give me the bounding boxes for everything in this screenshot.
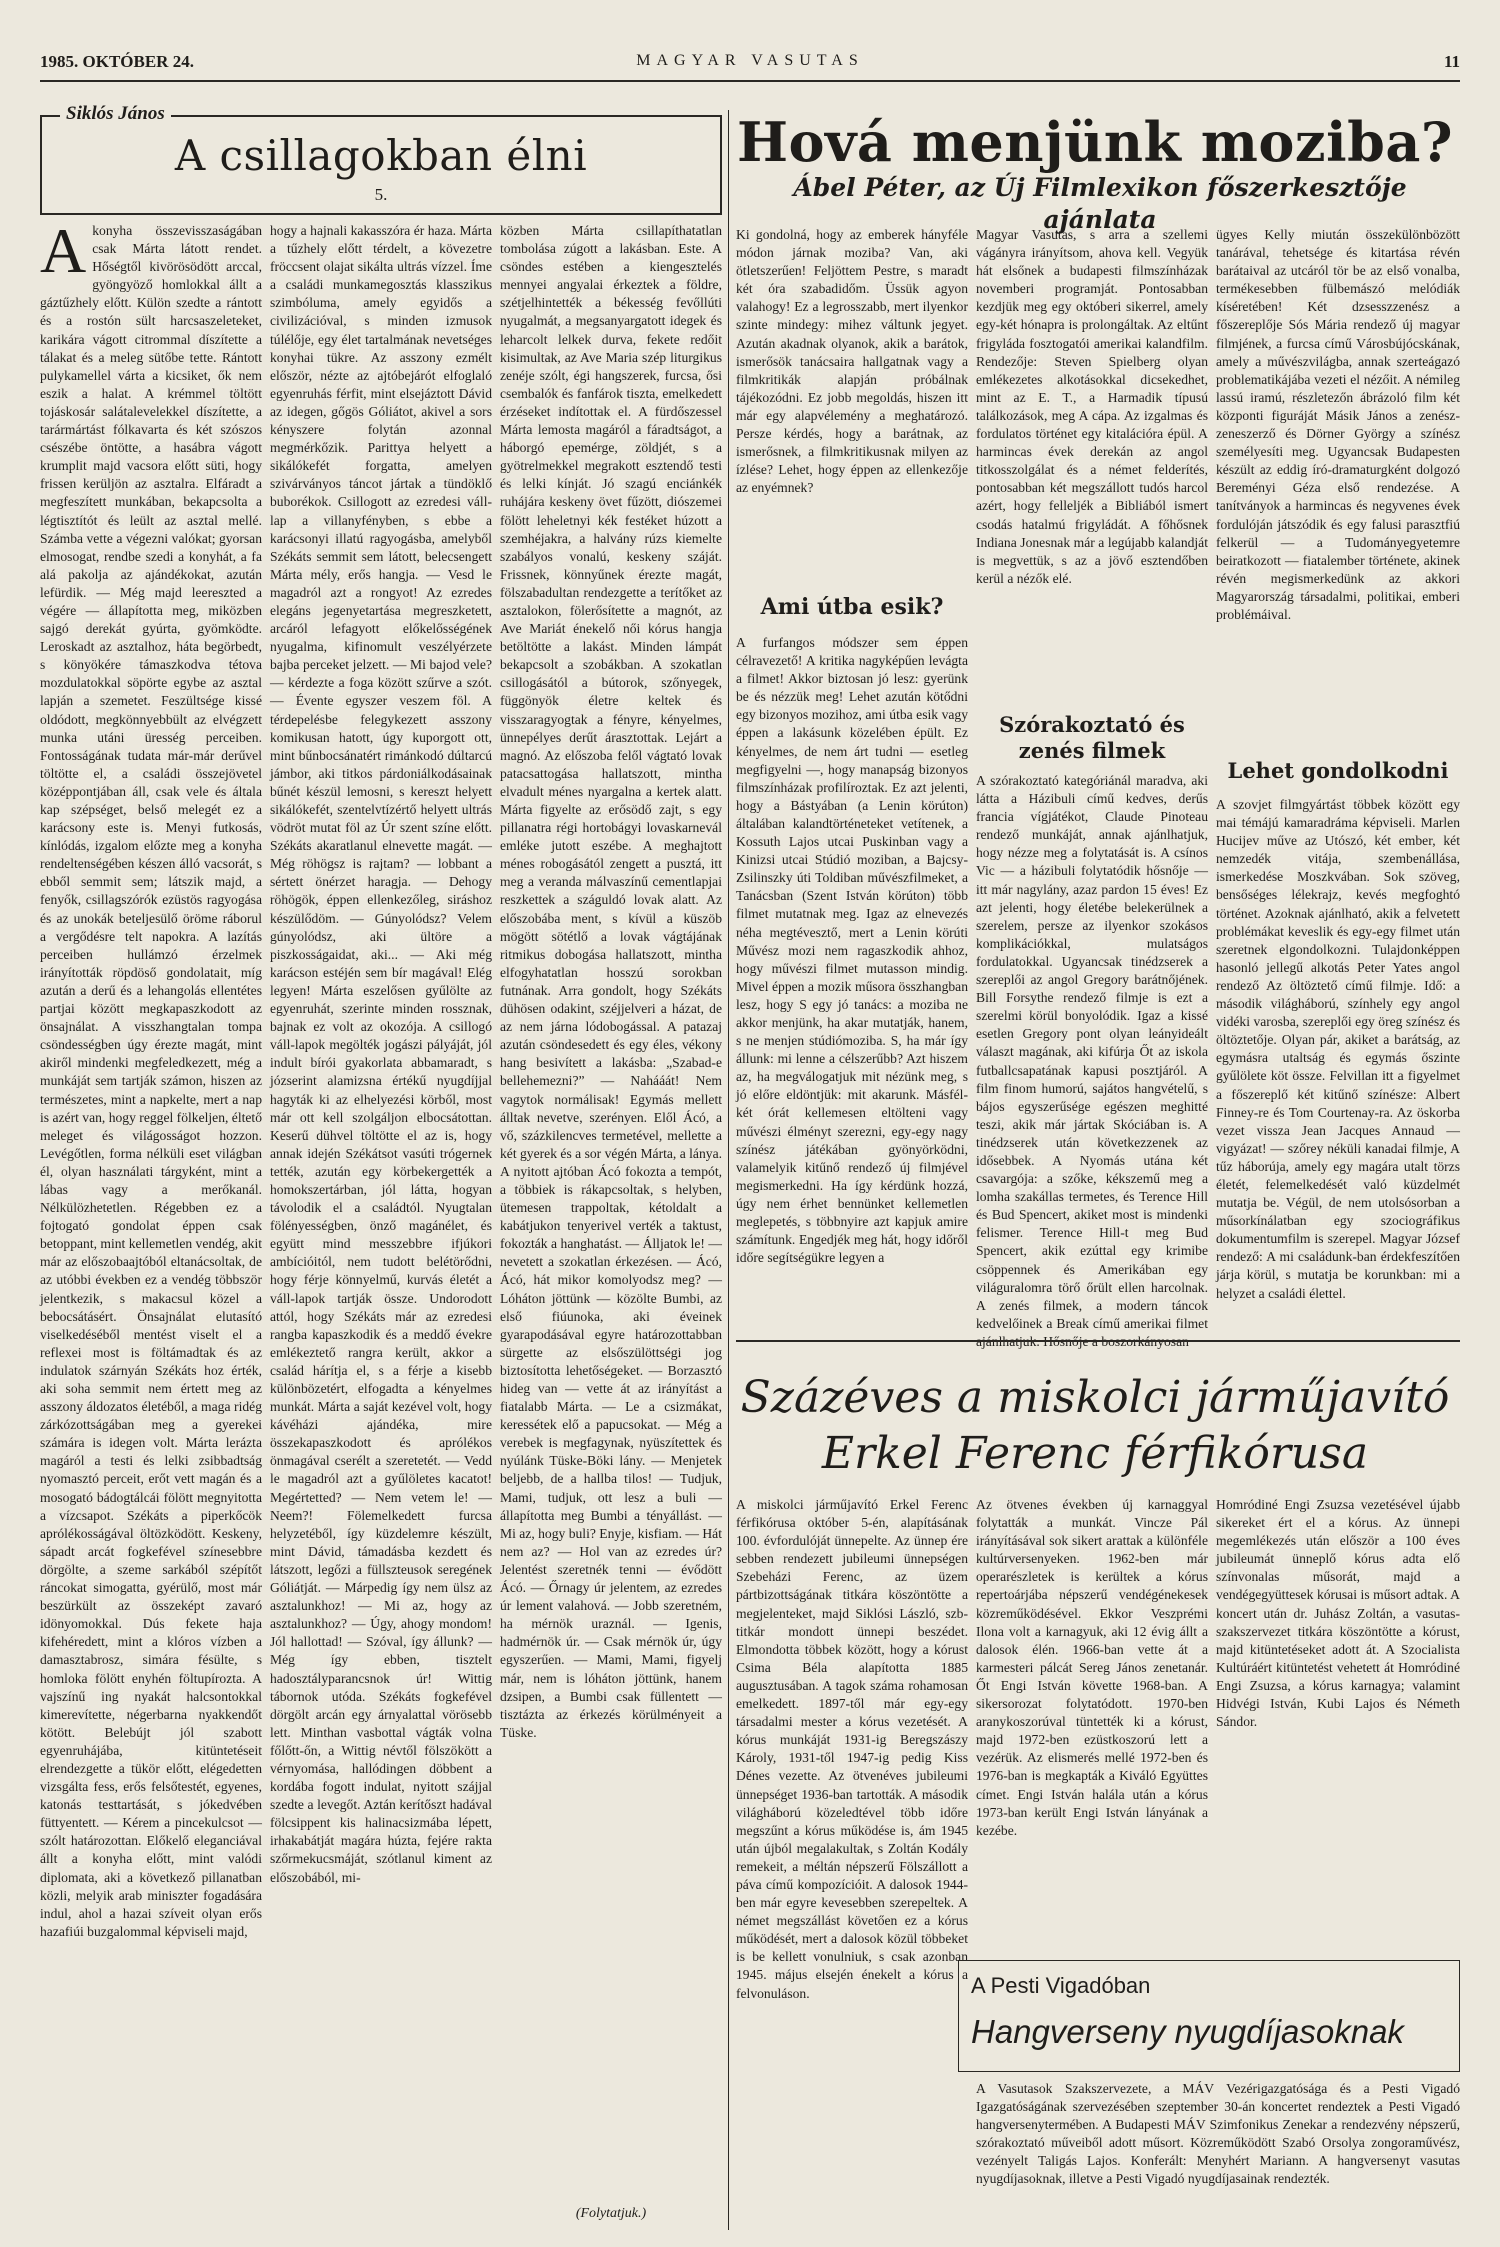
subhead-ami-utba-esik: Ami útba esik?	[760, 594, 944, 620]
choir-column-1	[736, 1496, 968, 2226]
story-column-2	[270, 222, 492, 2227]
movie-article-deck: Ábel Péter, az Új Filmlexikon főszerkesztője ajánlata	[793, 173, 1407, 234]
serial-story-header	[40, 103, 722, 215]
story-byline: Siklós János	[60, 103, 171, 125]
movie-text-1b: A furfangos módszer sem éppen célravezető! A kritika nagyképűen levágta a filmet! Akkor biztosan jó lesz: gyerünk be és nézzük meg! Lehet azután kötődni egy bizonyos mozihoz, ami útba esik vagy éppen a lakásunk közelében épült. Ez kényelmes, de nem árt tudni — esetleg megfigyelni —, hogy manapság bizonyos filmszínházak profilíroztak. Ez azt jelenti, hogy a Bástyában (a Lenin körúton) általában kalandtörténeteket vetítenek, a Kossuth Lajos utcai Puskinban vagy a Kinizsi utcai Stúdió moziban, a Bajcsy-Zsilinszky úti Toldiban művészfilmeket, a Tanácsban (Szent István körúton) több filmet mutatnak meg. Igaz az elnevezés néha megtévesztő, mert a Lenin körúti Művész mozi nem ragaszkodik ahhoz, hogy művészi filmet mutasson mindig. Mivel éppen a mozik műsora összhangban lesz, hogy S egy jó tanács: a moziba ne akkor menjünk, ha akar mutatják, hanem, s ne menjen stúdiómoziba. S, ha már így állunk: mi lenne a célszerűbb? Azt hiszem az, ha megválogatjuk mit nézünk meg, s jó előre eldöntjük: mit akarunk. Másfél-két órát kellemesen eltölteni vagy művészi élményt szerezni, egy-egy nagy színész játékában gyönyörködni, valamelyik kitűnő rendező új filmjével megismerkedni. Ha így kérdünk hozzá, úgy nem érhet bennünket kellemetlen meglepetés, s többnyire azt kapjuk amire számítunk. Engedjék meg hát, hogy időről időre segítségükre legyen a	[736, 635, 968, 1266]
movie-column-1	[736, 226, 968, 584]
newspaper-name: MAGYAR VASUTAS	[636, 52, 864, 69]
page-folio	[40, 52, 1460, 78]
movie-column-2b	[976, 772, 1208, 1331]
page-number: 11	[1443, 52, 1460, 71]
movie-column-3	[1216, 226, 1460, 748]
choir-text-3: Homródiné Engi Zsuzsa vezetésével újabb sikereket ért el a kórus. Az ünnepi megemlékezés után először a 100 éves jubileumát ünneplő kórus adta elő színvonalas műsorát, majd a vendégegyüttesek kórusai is műsort adtak. A koncert után dr. Juhász Zoltán, a vasutas-szakszervezet titkára köszöntötte a kórust, majd kitüntetéseket adott át. A Szocialista Kultúráért kitüntetést vehetett át Homródiné Engi Zsuzsa, a kórus karnagya; valamint Hidvégi István, Kubi Lajos és Németh Sándor.	[1216, 1497, 1460, 1730]
movie-column-2	[976, 226, 1208, 704]
movie-text-3b: A szovjet filmgyártást többek között egy mai témájú kamaradráma képviseli. Marlen Hucijev műve az Utószó, két ember, két nemzedék vitája, szembenállása, ismerkedése Moszkvában. Sok szöveg, bensőséges lélekrajz, kevés megfoghtó történet. Azoknak ajánlható, akik a felvetett problémákat keveslik és egy-egy filmet után szeretnek elgondolkozni. Tulajdonképpen hasonló jellegű alkotás Peter Yates angol rendező Az öltöztető című filmje. Idő: a második világháború, színhely egy angol vidéki varosba, szereplői egy öreg színész és öltöztetője. Olyan pár, akiket a barátság, az egymásra utaltság és egymás őszinte gyűlölete köt össze. Felvillan itt a figyelmet a főszereplő két kitűnő színésze: Albert Finney-re és Tom Courtenay-ra. Az öskorba vezet vissza Jean Jacques Annaud — vigyázat! — szőrey néküli kanadai filmje, A tűz háborúja, amely egy magára utalt törzs életét, felemelkedését való küzdelmét mutatja be. Végül, de nem utolsósorban a műsorkínálatban egy szociográfikus dokumentumfilm is szerepel. Magyar József rendező: A mi családunk-ban érdekfeszítően járja körül, s mutatja be korunkban: mi a helyzet a családi élettel.	[1216, 797, 1460, 1301]
issue-date: 1985. OKTÓBER 24.	[40, 52, 194, 71]
story-title: A csillagokban élni	[174, 131, 588, 180]
folio-rule	[40, 80, 1460, 82]
choir-text-2: Az ötvenes években új karnaggyal folytatták a munkát. Vincze Pál irányításával sok sikert arattak a különféle kultúrversenyeken. 1962-ben már operarészletek is kerültek a kórus repertoárjába népszerű vendégénekesek közreműködésével. Ekkor Veszprémi Ilona volt a karnagyuk, aki 12 évig állt a dalosok élén. 1966-ban vette át a karmesteri pálcát Sereg János zenetanár. Őt Engi István követte 1968-ban. A sikersorozat folytatódott. 1970-ben aranykoszorúval tüntették ki a kórust, majd 1972-ben ezüstkoszorú lett a vezérük. Az elismerés mellé 1972-ben és 1976-ban is megkapták a Kiváló Együttes címet. Engi István halála után a kórus 1973-ban került Engi István lányának a kezébe.	[976, 1497, 1208, 1838]
story-text-col2: hogy a hajnali kakasszóra ér haza. Márta a tűzhely előtt térdelt, a kövezetre fröccsent olajat sikálta ultrás vízzel. Íme a családi munkamegosztás klasszikus szimbóluma, amely egyidős a civilizációval, s minden izmusok túlélője, egy élet tartalmának nevetséges konyhai tükre. Az asszony ezmélt először, nézte az ajtóbejárót elfoglaló egyenruhás férfit, mint elsejáztott Dávid az idegen, gőgös Góliátot, akivel a sors kényszere folytán azonnal megmérkőzik. Parittya helyett a sikálókefét forgatta, amelyen szivárványos táncot jártak a tündöklő buborékok. Csillogott az ezredesi váll-lap a villanyfényben, s ebbe a karácsonyi illatú ragyogásba, amelyből Székáts semmit sem látott, belecsengett Márta mély, erős hangja. — Vesd le magadról azt a rongyot! Az ezredes elegáns jegenyetartása megreszketett, arcáról lefagyott előkelősségének nyugalma, kifinomult veszélyérzete bajba perceket jelzett. — Mi bajod vele? — kérdezte a foga között szűrve a szót. — Évente egyszer veszem föl. A térdepelésbe felegykezett asszony komikusan hatott, úgy kuporgott ott, mint bűnbocsánatért rimánkodó dúltarcú jámbor, aki titkos párdoniálkodásainak bűnét készül lemosni, s kereszt helyett sikálókefét, szentelvtízértő helyett ultrás vödröt mutat föl az Úr szent színe előtt. Székáts akaratlanul elnevette magát. — Még röhögsz is rajtam? — lobbant a sértett önérzet haragja. — Dehogy röhögök, éppen ellenkezőleg, siráshoz készülődöm. — Gúnyolódsz? Velem gúnyolódsz, aki ültöre a piszkosságaidat, aki... — Aki még karácson estéjén sem bír magával! Elég legyen! Márta eszelősen gyűlölte az egyenruhát, szerinte minden rossznak, bajnak ez volt az okozója. A csillogó váll-lapok megölték jogászi pályáját, jól indult bírói gyakorlata abbamaradt, s józserint alamizsna értékű nyugdíjjal hagyták ki az elhelyezési körből, most már ott kell szolgáljon elbocsátottan. Keserű dühvel töltötte el az is, hogy annak idején Székátsot vasúti trógernek tették, azután egy körbekergették a homokszertárban, jól látta, hogyan távolodik el a családtól. Nyugtalan fölényességben, önző magánélet, és együtt mind messzebbre ifjúkori ambícióitól, nem tudott belétörődni, hogy férje könnyelmű, kurvás életét a váll-lapok tartják össze. Undorodott attól, hogy Székáts már az ezredesi rangba kapaszkodik és a meddő évekre emlékeztető rangra került, akkor a család hárítja el, s a férje a kisebb különbözetért, elfogadta a kényelmes munkát. Márta a saját kezével volt, hogy kávéházi ajándéka, mire összekapaszkodott és aprólékos önmagával cserélt a szeretetét. — Vedd le magadról azt a gyűlöletes kacatot! Megértetted? — Nem vetem le! — Neem?! Fölemelkedett furcsa helyzetéből, így küzdelemre készült, mint Dávid, támadásba kezdett és látszott, legőzi a füllszteusok seregének Góliátját. — Márpedig így nem ülsz az asztalunkhoz! — Mi az, hogy az asztalunkhoz? — Úgy, ahogy mondom! Jól hallottad! — Szóval, így állunk? — Még így ebben, tisztelt hadosztályparancsnok úr! Wittig tábornok utóda. Székáts fogkefével dörgölt arcán egy árnyalattal vörösebb lett. Minthan vasbottal vágták volna főlőtt-őn, a Wittig névtől fölszökött a vérnyomása, hallódingen döbbent a kordába fogott indulat, nyitott szájjal szedte a levegőt. Aztán kerítőszt hadával fölcsippent kis halinacsizmába lépett, irhakabátját magára húzta, fejére rakta szőrmekucsmáját, szótlanul kiment az előszobából, mi-	[270, 223, 492, 1885]
movie-text-1a: Ki gondolná, hogy az emberek hányféle módon járnak moziba? Van, aki ötletszerűen! Feljöttem Pestre, s maradt két óra szabadidőm. Üssük agyon valahogy! Ez a legrosszabb, mert ilyenkor szinte mindegy: mihez váltunk jegyet. Azután akadnak olyanok, akik a barátok, ismerősök tanácsaira hallgatnak vagy a filmkritikák alapján próbálnak tájékozódni. Ez jobb megoldás, hiszen itt már egy alapvélemény a meghatározó. Persze kérdés, hogy a barátnak, az ismerősnek, a filmkritikusnak milyen az ízlése? Lehet, hogy éppen az ellenkezője az enyémnek?	[736, 227, 968, 496]
movie-column-3b	[1216, 796, 1460, 1324]
concert-kicker: A Pesti Vigadóban	[971, 1973, 1151, 1998]
story-part-number: 5.	[374, 185, 388, 204]
movie-text-2a: Magyar Vasutas, s arra a szellemi vágányra irányítsom, ahova kell. Vegyük hát elsőnek a budapesti filmszínházak novemberi programját. Pontosabban kezdjük meg egy októberi sikerrel, amely egy-két hónapra is prolongáltak. Az eltűnt frigyláda fosztogatói amerikai kalandfilm. Rendezője: Steven Spielberg olyan emlékezetes alkotásokkal dicsekedhet, mint az E. T., a Harmadik típusú találkozások, meg A cápa. Az izgalmas és fordulatos történet egy kitalációra épül. A harmincas évek derekán az angol titkosszolgálat és a német felderítés, pontosabban két megszállott tudós harcol azért, hogy felleljék a Bibliából ismert csodás hatalmú frigyládát. A főhősnek Indiana Jonesnak már a legújabb kalandját is megvettük, s az a jövő esztendőben kerül a nézők elé.	[976, 227, 1208, 586]
concert-text: A Vasutasok Szakszervezete, a MÁV Vezérigazgatósága és a Pesti Vigadó Igazgatóságának szervezésében szeptember 30-án koncertet rendeztek a Pesti Vigadó hangversenytermében. A Budapesti MÁV Szimfonikus Zenekar a rendezvény népszerű, szórakoztató műveiből adott műsort. Közreműködött Szabó Orsolya zongoraművész, vezényelt Taligás Lajos. Konferált: Menyhért Mariann. A hangversenyt vasutas nyugdíjasoknak, illetve a Pesti Vigadó nyugdíjasainak rendezték.	[976, 2081, 1460, 2187]
movie-article-title: Hová menjünk moziba?	[737, 110, 1453, 174]
movie-text-2b: A szórakoztató kategóriánál maradva, aki látta a Házibuli című kedves, derűs francia vígjátékot, Claude Pinoteau rendező munkáját, annak ajánlhatjuk, hogy nézze meg a folytatását is. A csínos Vic — a házibuli folytatódik hősnője — itt már nagylány, azaz pardon 15 éves! Ez azt jelenti, hogy életébe belekerülnek a szerelem, persze az ilyenkor szokásos komplikációkkal, mulatságos fordulatokkal. Ugyancsak tinédzserek a szereplői az angol Gregory barátnőjének. Bill Forsythe rendező filmje is ezt a szerelmi körül bonyolódik. Igaz a kissé esetlen Gregory pont olyan leányideált választ magának, aki kifúrja Őt az iskola futballcsapatának kapusi posztjáról. A film finom humorú, sajátos hangvételű, s bájos egyszerűsége egészen meghitté teszi, akik már jártak Skóciában is. A tinédzserek után következzenek az idősebbek. A Nyomás utána két csavargója: a szőke, kékszemű meg a lomha szakállas termetes, és Terence Hill és Bud Spencert, akiket most is mindenki felismer. Terence Hill-t meg Bud Spencert, akik ezúttal egy krimibe csöppennek és Amerikában egy világuralomra törő őrült ellen harcolnak. A zenés filmek, a modern táncok kedvelőinek a Break című amerikai filmet	[976, 773, 1208, 1331]
story-text-col1: konyha összevisszaságában csak Márta látott rendet. Hőségtől kivörösödött arccal, gyöngyöző homlokkal állt a gáztűzhely előtt. Külön szedte a rántott és a rostón sült harcsaszeleteket, karikára vágott citrommal díszítette a tálakat és a meleg sütőbe tette. Rántott pulykamellel várta a kicsiket, ők nem eszik a halat. A krémmel töltött tojáskosár salátalevelekkel díszítette, a tarármártást fólkavarta és két szószos csészébe öntötte, a hasábra vágott krumplit majd vacsora előtt süti, hogy frissen kerüljön az asztalra. Elfáradt a megfeszített munkában, bekapcsolta a légtisztítót és leült az asztal mellé. Számba vette a végezni valókat; gyorsan elmosogat, rendbe szedi a konyhát, a fa alá pakolja az ajándékokat, azután lefürdik. — Még majd leereszted a végére — állapította meg, miközben sajgó derekát gyúrta, gyömködte. Leroskadt az asztalhoz, háta begörbedt, s könyökére támaszkodva tétova mozdulatokkal söpörte egybe az asztal lapján a szemetet. Feszültsége kissé oldódott, megkönnyebbült az elvégzett munka utáni üresség perceiben. Fontosságának tudata már-már derűvel töltötte el, a családi összejövetel középpontjában áll, csak vele és általa kap szépséget, belső melegét ez a karácsony este is. Menyi futkosás, kínlódás, izgalom előzte meg a konyha rendeltenségében készen álló vacsorát, s ebből semmit sem; látszik majd, a fenyők, csillagszórók ezüstös ragyogása és az unokák beteljesülő öröme ráborul a vergődésre telt napokra. A lazítás perceiben hullámzó érzelmek irányították röpdöső gondolatait, míg azután a derű és a lehangolás ellentétes partjai között megkapaszkodott az önsajnálat. A visszhangtalan tompa csöndességben úgy érezte magát, mint akiről mindenki megfeledkezett, még a munkáját sem tartják számon, hiszen az természetes, mint a napkelte, mert a nap is azért van, hogy reggel fölkeljen, éltető meleget és világosságot hozzon. Levégőtlen, forma nélküli eset világban él, olyan használati tárgyként, mint a lábas vagy a merőkanál. Nélkülözhetetlen. Régebben ez a fojtogató gondolat éppen csak betoppant, mint kellemetlen vendég, akit már az előszobaajtóból eltanácsoltak, de az utóbbi években ez a vendég többször jelentkezik, s makacsul közel a bebocsátásért. Önsajnálat elutasító viselkedéséből mentést viselt el a reflexei most is föltámadtak és az indulatok szárnyán Székáts hoz érték, aki soha semmit nem értett meg az asszony áldozatos életéből, a maga ridég zárkózottságában meg a gyerekei számára is idegen volt. Márta lerázta magáról a testi és lelki zsibbadtság nyomasztó perceit, erőt vett magán és a mosogató bádogtálcái fölött megnyitotta a vízcsapot. Székáts a piperkőcök aprólékosságával öltözködött. Keskeny, sápadt arcát fogkefével színesebbre dörgölte, a szeme sarkából szépítőt ráncokat simogatta, gyérülő, most már beszürkült az összeképt zavaró idönyomokkal. Dús fekete haja kifehéredett, mint a klóros vízben a damasztabrosz, simára fésülte, s homloka fölött enyhén föltupírozta. A vajszínű ing nyakát halcsontokkal kimerevítette, négerbarna nyakkendőt kötött. Belebújt jól szabott egyenruhájába, kitüntetéseit elrendezgette a tükör előtt, elégedetten vizsgálta fess, erős felsőtestét, egyenes, katonás testtartását, s jókedvében füttyentett. — Kérem a pincekulcsot — szólt határozottan. Előkelő eleganciával állt a konyha előtt, mint valódi diplomata, aki a következő pillanatban közli, melyik arab miniszter fogadására indul, ahol a hazai szíveit olyan erős hazafiúi buzgalommal képviseli majd,	[40, 223, 262, 1939]
story-text-col3: közben Márta csillapíthatatlan tombolása zúgott a lakásban. Este. A csöndes estében a kiengesztelés mennyei angyalai érkeztek a földre, szétjelhintették a békesség fevőllúti nyugalmát, a megsanyargatott idegek és leharcolt lelkek durva, fekete redőit kisimultak, az Ave Maria szép liturgikus zenéje szólt, égi hangszerek, furcsa, ősi csembalók és fanfárok tiszta, emelkedett érzéseket indítottak el. A fürdőszessel Márta lemosta magáról a fáradtságot, a háborgó epemérge, zöldjét, s a gyötrelmekkel megrakott esztendő testi és lelki kínját. Jó szagú enciánkék ruhájára keskeny övet fűzött, diószemei fölött leheletnyi kék festéket húzott a szemhéjakra, a halvány rúzs kiemelte szabályos vonalú, keskeny száját. Frissnek, könnyűnek érezte magát, fölszabadultan rendezgette a terítőket az asztalokon, fölerősítette a magnót, az Ave Mariát énekelő női kórus hangja betöltötte a lakást. Minden lámpát bekapcsolt a szobákban. A szokatlan csillogásától a bútorok, szőnyegek, függönyök életre keltek és visszaragyogtak a fényre, kényelmes, ünnepélyes derűt árasztottak. Lejárt a magnó. Az előszoba felől vágtató lovak patacsattogása hallatszott, mintha elvadult ménes nyargalna a kertek alatt. Márta figyelte az erősödő zajt, s egy pillanatra régi hortobágyi lovaskarnevál emléke jutott eszébe. A meghajtott ménes robogásától zengett a pusztá, itt meg a veranda málvaszínű cementlapjai reszkettek a száguldó lovak alatt. Az előszobába ment, s kívül a küszöb mögött sötétlő a lovak vágtájának ritmikus dobogása hallatszott, mintha elfogyhatatlan hosszú sorokban futnának. Arra gondolt, hogy Székáts dühösen odakint, széjjelveri a házat, de az nem járna lódobogással. A patazaj azután csöndesedett és egy éles, vékony hang besivített a lakásba: „Szabad-e bellehemezni?” — Nahááát! Nem vagytok normálisak! Egymás mellett álltak nevetve, szerényen. Elől Ácó, a vő, százkilencves termetével, mellette a két gyerek és a sor végén Márta, a lánya. A nyitott ajtóban Ácó fokozta a tempót, a többiek is rákapcsoltak, s helyben, ütemesen trappoltak, kétoldalt a kabátjukon tenyerivel verték a taktust, fokozták a hanghatást. — Álljatok le! — nevetett a szokatlan érkezésen. — Ácó, Ácó, hát mikor komolyodsz meg? — Lóháton jöttünk — közölte Bumbi, az első fiúunoka, aki éveinek gyarapodásával egyre határozottabban sürgette az elsőszülöttségi jog biztosította lehetőségeket. — Borzasztó hideg van — vette át az irányítást a fiatalabb Márta. — Le a csizmákat, keressétek elő a papucsokat. — Még a verebek is megfagynak, nyüszítettek és nyúlánk Tüske-Böki lány. — Menjetek beljebb, de a hallba tilos! — Tudjuk, Mami, tudjuk, ott lesz a buli — állapította meg Bumbi a tényállást. — Mi az, hogy buli? Enyje, kisfiam. — Hát nem az? — Hol van az ezredes úr? Jelentést szeretnék tenni — évődött Ácó. — Őrnagy úr jelentem, az ezredes úr lement valahová. — Jobb szeretném, ha mérnök uraznál. — Igenis, hadmérnök úr. — Csak mérnök úr, úgy egyszerűen. — Mami, Mami, figyelj már, nem is lóháton jöttünk, hanem dzsipen, a Bumbi csak füllentett — tisztázta az érkezés körülményeit a Tüske.	[500, 223, 722, 1740]
column-divider	[728, 110, 729, 2230]
choir-column-3	[1216, 1496, 1460, 1946]
story-column-3	[500, 222, 722, 2204]
choir-text-1: A miskolci járműjavító Erkel Ferenc férfikórusa október 5-én, alapításának 100. évfordulóját ünnepelte. Az ünnep ére sebben rendezett jubileumi ünnepségen Szebeházi Ferenc, az üzem pártbizottságának titkára köszöntötte a megjelenteket, majd Siklósi László, szb-titkár mondott ünnepi beszédet. Elmondotta többek között, hogy a kórust Csima Béla alapította 1885 augusztusában. A tagok száma rohamosan emelkedett. 1897-től már egy-egy társadalmi mester a kórus vezetését. A kórus munkáját 1931-ig Beregszászy Károly, 1931-től 1947-ig pedig Kiss Dénes vezette. Az ötvenéves jubileumi ünnepséget 1936-ban tartották. A második világháború közeledtével több időre megszűnt a kórus működése is, ám 1945 után újból megalakultak, s Zoltán Kodály remekeit, a méltán népszerű Fölszállott a páva című kompozícióit. A dalosok 1944-ben már egyre kevesebben szerepeltek. A német megszállást követően ez a kórus működését, mert a dalosok közül többeket is be kellett vonulniuk, s csak azonban 1945. május elsején énekelt a kórus a felvonuláson.	[736, 1497, 968, 2001]
to-be-continued: (Folytatjuk.)	[575, 2206, 647, 2221]
drop-cap: A	[40, 215, 87, 286]
subhead-lehet-gondolkodni: Lehet gondolkodni	[1227, 758, 1449, 783]
concert-article-header	[958, 1960, 1460, 2072]
story-column-1	[40, 215, 262, 2227]
choir-column-2	[976, 1496, 1208, 1946]
movie-text-3a: ügyes Kelly miután összekülönbözött tanárával, tehetsége és kitartása révén barátaival az utcáról tör be az első vonalba, termékesebben fülbemászó melódiák kíséretében! Két dzsesszzenész a főszereplője Sós Mária rendező új magyar filmjének, a furcsa című Városbújócskának, amely a művészvilágba, annak szerteágazó problematikájába vezeti el nézőit. A némileg lassú iramú, részletezőn ábrázoló film két központi figuráját Másik János a zenész-zeneszerző és Dörner György a színész személyesíti meg. Ugyancsak Budapesten készült az eddig író-dramaturgként dolgozó Bereményi Géza első rendezése. A tanítványok a harmincas és negyvenes évek fordulóján játszódik és egy falusi parasztfiú felkerül — a Tudományegyetemre beiratkozott — fiatalember története, akinek révén megismerkedünk az akkori Magyarország társadalmi, politikai, emberi problémáival.	[1216, 227, 1460, 622]
concert-title: Hangverseny nyugdíjasoknak	[971, 2013, 1404, 2050]
section-divider	[736, 1340, 1460, 1342]
concert-body	[976, 2080, 1460, 2230]
subhead-szorakoztato: Szórakoztató és zenés filmek	[999, 712, 1185, 763]
movie-column-1b	[736, 634, 968, 1324]
choir-article-title: Százéves a miskolci járműjavító Erkel Ferenc férfikórusa	[740, 1372, 1450, 1479]
